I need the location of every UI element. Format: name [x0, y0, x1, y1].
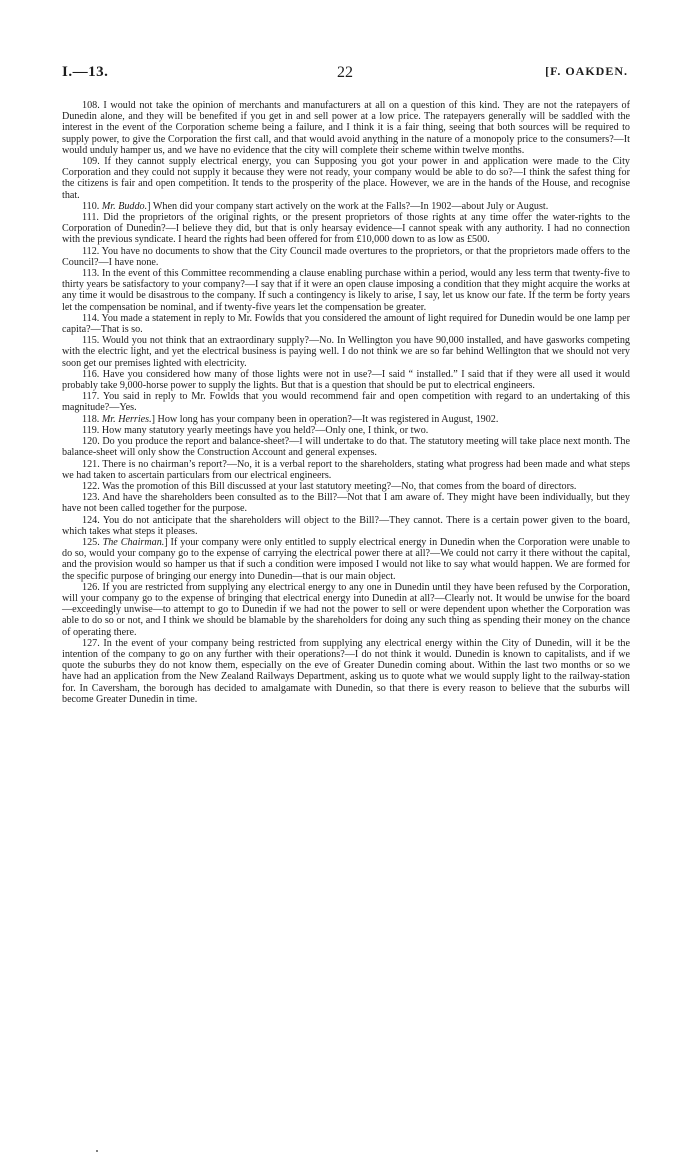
paper-reference: I.—13. [62, 64, 109, 80]
witness-name: [F. OAKDEN. [545, 64, 628, 78]
question-116: 116. Have you considered how many of those lights were not in use?—I said “ installed.” I said that if they were all used it would probably take 9,000-horse power to supply the lights. But that is a question that should be put to electrical engineers. [62, 368, 630, 392]
question-115: 115. Would you not think that an extraordinary supply?—No. In Wellington you have 90,000 installed, and have gasworks competing with the electric light, and yet the electrical business is paying well. I do not think we are so far behind Wellington that we should not very soon get our premises lighted with electricity. [62, 335, 630, 369]
speaker-name: The Chairman. [102, 536, 165, 548]
question-118: 118. Mr. Herries.] How long has your company been in operation?—It was registered in August, 1902. [82, 413, 499, 425]
question-123: 123. And have the shareholders been consulted as to the Bill?—Not that I am aware of. They might have been individually, but they have not been called together for the purpose. [62, 492, 630, 515]
speaker-name: Mr. Herries. [101, 413, 152, 425]
question-125: 125. The Chairman.] If your company were only entitled to supply electrical energy in Dunedin when the Corporation were unable to do so, would your company go to the expense of carrying the electrical power there at all?—We could not carry it there without the capital, and the provision would so hamper us that if such a condition were imposed I would not like to say what would happen. We are formed for the specific purpose of bringing our energy into Dunedin—that is our main object. [62, 536, 630, 582]
question-114: 114. You made a statement in reply to Mr. Fowlds that you considered the amount of light required for Dunedin would be one lamp per capita?—That is so. [62, 312, 630, 336]
evidence-text [62, 100, 630, 705]
question-121: 121. There is no chairman’s report?—No, it is a verbal report to the shareholders, stating what progress had been made and what steps we had taken to ascertain particulars from our electrical engineers. [62, 458, 630, 481]
question-127: 127. In the event of your company being restricted from supplying any electrical energy within the City of Dunedin, will it be the intention of the company to go on any further with their operations?—I do not think it would. Dunedin is known to capitalists, and if we quote the suburbs they do not know them, especially on the eve of Greater Dunedin coming about. Within the last two months or so we have had an application from the New Zealand Railways Department, asking us to quote what we would supply light to the railway-station for. In Caversham, the borough has decided to amalgamate with Dunedin, so that there is every reason to believe that the suburbs will become Greater Dunedin in time. [62, 637, 630, 705]
speaker-name: Mr. Buddo. [101, 200, 148, 212]
question-126: 126. If you are restricted from supplying any electrical energy to any one in Dunedin until they have been refused by the Corporation, will your company go to the expense of bringing that electrical energy into Dunedin at all?—Clearly not. It would be unwise for the board—exceedingly unwise—to attempt to go to Dunedin if we had not the power to sell or were dependent upon whether the Corporation was able to do so or not, and I think we should be blamable by the shareholders for doing any such thing as spending their money on the chance of operating there. [62, 581, 630, 638]
question-124: 124. You do not anticipate that the shareholders will object to the Bill?—They cannot. There is a certain power given to the board, which takes what steps it pleases. [62, 514, 630, 537]
question-117: 117. You said in reply to Mr. Fowlds that you would recommend fair and open competition with regard to an undertaking of this magnitude?—Yes. [62, 391, 630, 414]
page-header [62, 64, 628, 86]
question-111: 111. Did the proprietors of the original rights, or the present proprietors of those rights at any time offer the water-rights to the Corporation of Dunedin?—I believe they did, but that is only hearsay evidence—I cannot speak with any authority. I had no connection with the previous syndicate. I heard the rights had been offered for from £10,000 down to as low as £500. [62, 212, 630, 246]
page-number: 22 [337, 64, 353, 81]
question-120: 120. Do you produce the report and balance-sheet?—I will undertake to do that. The statutory meeting will take place next month. The balance-sheet will only show the Construction Account and general expenses. [62, 436, 630, 459]
question-109: 109. If they cannot supply electrical energy, you can Supposing you got your power in and application were made to the City Corporation and they could not supply it because they were not ready, your company would be able to do so?—I think the safest thing for the citizens is fair and open competition. It tends to the prosperity of the place. However, we are in the hands of the House, and recognise that. [62, 156, 630, 201]
question-112: 112. You have no documents to show that the City Council made overtures to the proprietors, or that the proprietors made offers to the Council?—I have none. [62, 245, 630, 268]
question-122: 122. Was the promotion of this Bill discussed at your last statutory meeting?—No, that comes from the board of directors. [82, 480, 577, 492]
page-speck-mark [96, 1150, 98, 1152]
question-113: 113. In the event of this Committee recommending a clause enabling purchase within a period, would any less term that twenty-five to thirty years be satisfactory to your company?—I say that if it were an open clause imposing a condition that they might acquire the works at any time it would be disastrous to the company. If such a contingency is likely to arise, I say, let us know our fate. If the term be forty years let the compensation be nominal, and if twenty-five years let the compensation be greater. [62, 268, 630, 313]
question-110: 110. Mr. Buddo.] When did your company start actively on the work at the Falls?—In 1902—about July or August. [82, 200, 549, 212]
question-108: 108. I would not take the opinion of merchants and manufacturers at all on a question of this kind. They are not the ratepayers of Dunedin alone, and they will be benefited if you get in and sell power at a low price. The ratepayers generally will be saddled with the interest in the event of the Corporation scheme being a failure, and I think it is a fair thing, seeing that both sources will be required to supply power, to give the Corporation the first call, and that would avoid anything in the nature of a monopoly price to the consumers?—It would unduly hamper us, and we have no evidence that the city will complete their scheme within twelve months. [62, 100, 630, 156]
question-119: 119. How many statutory yearly meetings have you held?—Only one, I think, or two. [82, 424, 429, 436]
